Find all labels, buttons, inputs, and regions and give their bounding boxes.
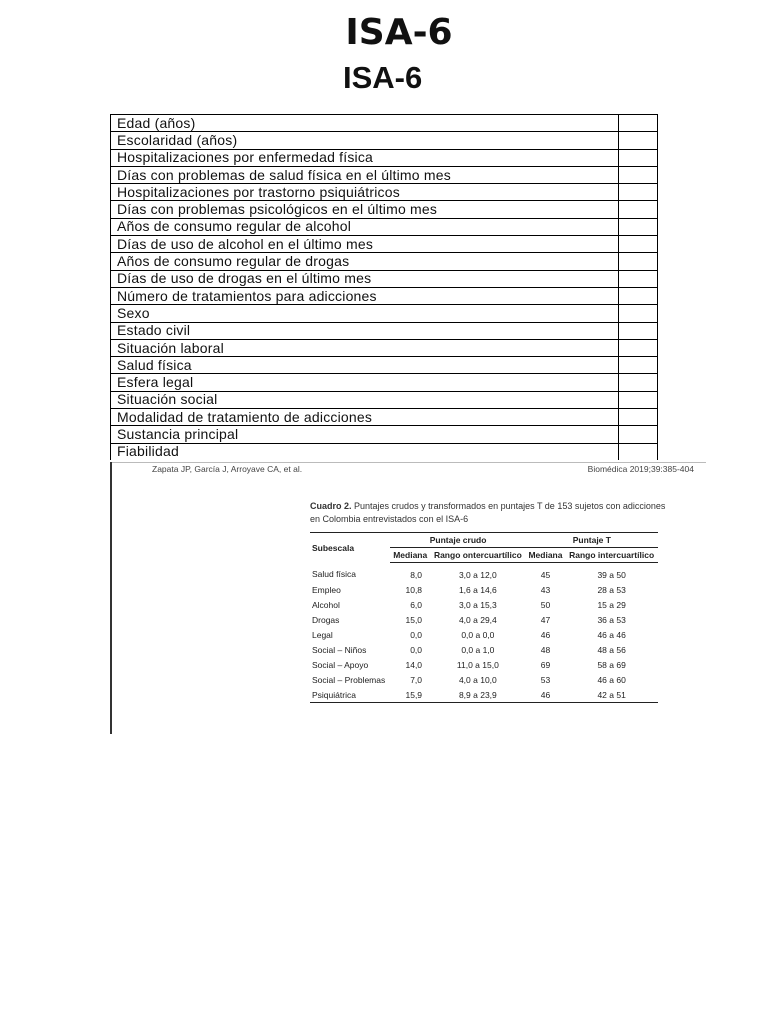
variable-label: Hospitalizaciones por trastorno psiquiátricos — [111, 184, 619, 201]
table-row — [111, 253, 658, 270]
variable-value-cell — [619, 253, 658, 270]
row-rango-t: 28 a 53 — [597, 584, 626, 595]
row-rango: 0,0 a 0,0 — [461, 629, 495, 640]
variable-label: Días con problemas de salud física en el último mes — [111, 166, 619, 183]
variable-value-cell — [619, 357, 658, 374]
variable-value-cell — [619, 236, 658, 253]
col-rango-t: Rango intercuartílico — [565, 548, 658, 563]
table-row — [310, 582, 658, 597]
caption-text: Puntajes crudos y transformados en puntajes T de 153 sujetos con adicciones en Colombia entrevistados con el ISA-6 — [310, 501, 666, 524]
table-row — [310, 627, 658, 642]
variable-label: Número de tratamientos para adicciones — [111, 287, 619, 304]
col-rango-crudo: Rango ontercuartílico — [430, 548, 526, 563]
variable-value-cell — [619, 426, 658, 443]
table-row — [310, 687, 658, 703]
table-row — [111, 305, 658, 322]
row-rango-t: 58 a 69 — [597, 659, 626, 670]
row-mediana-t: 53 — [540, 674, 551, 685]
row-mediana: 6,0 — [410, 599, 423, 610]
table-row — [111, 287, 658, 304]
variable-value-cell — [619, 201, 658, 218]
variable-value-cell — [619, 184, 658, 201]
table-row — [111, 409, 658, 426]
row-mediana-t: 48 — [540, 644, 551, 655]
scan-header-authors: Zapata JP, García J, Arroyave CA, et al. — [152, 464, 303, 474]
col-mediana: Mediana — [390, 548, 430, 563]
variable-label: Días con problemas psicológicos en el último mes — [111, 201, 619, 218]
variable-label: Años de consumo regular de alcohol — [111, 218, 619, 235]
col-mediana-t: Mediana — [526, 548, 566, 563]
row-mediana-t: 46 — [540, 629, 551, 640]
row-rango: 0,0 a 1,0 — [461, 644, 495, 655]
variable-value-cell — [619, 339, 658, 356]
variable-value-cell — [619, 218, 658, 235]
table-row — [111, 339, 658, 356]
table-row — [111, 166, 658, 183]
row-mediana-t: 50 — [540, 599, 551, 610]
variable-value-cell — [619, 149, 658, 166]
row-mediana-t: 69 — [540, 659, 551, 670]
table-caption — [310, 500, 670, 526]
table-row — [310, 642, 658, 657]
row-mediana-t: 45 — [540, 569, 551, 580]
caption-label: Cuadro 2. — [310, 501, 352, 511]
row-rango: 1,6 a 14,6 — [458, 584, 497, 595]
table-row — [111, 322, 658, 339]
variable-label: Días de uso de alcohol en el último mes — [111, 236, 619, 253]
row-subescala: Empleo — [312, 584, 341, 595]
variable-label: Estado civil — [111, 322, 619, 339]
variable-label: Situación social — [111, 391, 619, 408]
scan-header-journal: Biomédica 2019;39:385-404 — [587, 464, 694, 474]
row-rango-t: 48 a 56 — [597, 644, 626, 655]
table-row — [111, 443, 658, 460]
row-rango-t: 42 a 51 — [565, 687, 658, 703]
table-row — [111, 132, 658, 149]
table-row — [310, 563, 658, 583]
row-subescala: Alcohol — [312, 599, 340, 610]
variable-value-cell — [619, 166, 658, 183]
table-row — [111, 357, 658, 374]
row-mediana-t: 47 — [540, 614, 551, 625]
variable-label: Fiabilidad — [111, 443, 619, 460]
variable-value-cell — [619, 270, 658, 287]
row-rango: 4,0 a 10,0 — [458, 674, 497, 685]
table-row — [310, 597, 658, 612]
variable-value-cell — [619, 305, 658, 322]
row-rango-t: 46 a 60 — [597, 674, 626, 685]
table-row — [111, 391, 658, 408]
row-subescala: Social – Apoyo — [312, 659, 369, 670]
row-subescala: Drogas — [312, 614, 340, 625]
row-rango: 3,0 a 15,3 — [458, 599, 497, 610]
table-row — [111, 426, 658, 443]
variable-label: Situación laboral — [111, 339, 619, 356]
row-mediana: 15,0 — [405, 614, 423, 625]
col-subescala: Subescala — [310, 533, 390, 563]
row-mediana: 0,0 — [410, 644, 423, 655]
row-rango: 8,9 a 23,9 — [430, 687, 526, 703]
row-subescala: Legal — [312, 629, 333, 640]
table-row — [310, 657, 658, 672]
row-mediana: 10,8 — [405, 584, 423, 595]
group-puntaje-t: Puntaje T — [526, 533, 658, 548]
table-row — [111, 236, 658, 253]
table-row — [310, 672, 658, 687]
table-row — [111, 374, 658, 391]
variable-label: Modalidad de tratamiento de adicciones — [111, 409, 619, 426]
variable-value-cell — [619, 409, 658, 426]
row-rango: 3,0 a 12,0 — [458, 569, 497, 580]
variable-label: Sustancia principal — [111, 426, 619, 443]
table-row — [111, 270, 658, 287]
variable-value-cell — [619, 132, 658, 149]
row-subescala: Social – Niños — [312, 644, 367, 655]
row-mediana: 7,0 — [410, 674, 423, 685]
row-rango: 4,0 a 29,4 — [458, 614, 497, 625]
row-rango-t: 46 a 46 — [597, 629, 626, 640]
row-rango-t: 39 a 50 — [597, 569, 626, 580]
row-subescala: Social – Problemas — [312, 674, 386, 685]
scan-header-rule — [112, 462, 706, 463]
row-rango-t: 36 a 53 — [597, 614, 626, 625]
results-table — [310, 532, 658, 703]
variable-label: Días de uso de drogas en el último mes — [111, 270, 619, 287]
variable-value-cell — [619, 287, 658, 304]
variables-table — [110, 114, 658, 460]
row-mediana: 15,9 — [390, 687, 430, 703]
row-mediana-t: 43 — [540, 584, 551, 595]
table-row — [111, 149, 658, 166]
table-row — [111, 184, 658, 201]
row-rango: 11,0 a 15,0 — [456, 659, 499, 670]
variable-label: Escolaridad (años) — [111, 132, 619, 149]
table-row — [111, 115, 658, 132]
page-subtitle: ISA-6 — [343, 60, 423, 95]
row-mediana-t: 46 — [526, 687, 566, 703]
variable-label: Edad (años) — [111, 115, 619, 132]
variable-value-cell — [619, 322, 658, 339]
variable-label: Sexo — [111, 305, 619, 322]
variable-value-cell — [619, 391, 658, 408]
page-title: ISA-6 — [345, 12, 453, 53]
variable-value-cell — [619, 115, 658, 132]
variable-label: Hospitalizaciones por enfermedad física — [111, 149, 619, 166]
row-mediana: 0,0 — [410, 629, 423, 640]
variable-value-cell — [619, 443, 658, 460]
row-rango-t: 15 a 29 — [597, 599, 626, 610]
table-row — [310, 612, 658, 627]
row-mediana: 8,0 — [410, 569, 423, 580]
row-subescala: Salud física — [312, 569, 356, 580]
row-mediana: 14,0 — [405, 659, 423, 670]
table-row — [111, 201, 658, 218]
row-subescala: Psiquiátrica — [310, 687, 390, 703]
variable-value-cell — [619, 374, 658, 391]
group-puntaje-crudo: Puntaje crudo — [390, 533, 525, 548]
table-row — [111, 218, 658, 235]
variable-label: Años de consumo regular de drogas — [111, 253, 619, 270]
variable-label: Esfera legal — [111, 374, 619, 391]
scanned-table-image — [110, 462, 706, 734]
variable-label: Salud física — [111, 357, 619, 374]
